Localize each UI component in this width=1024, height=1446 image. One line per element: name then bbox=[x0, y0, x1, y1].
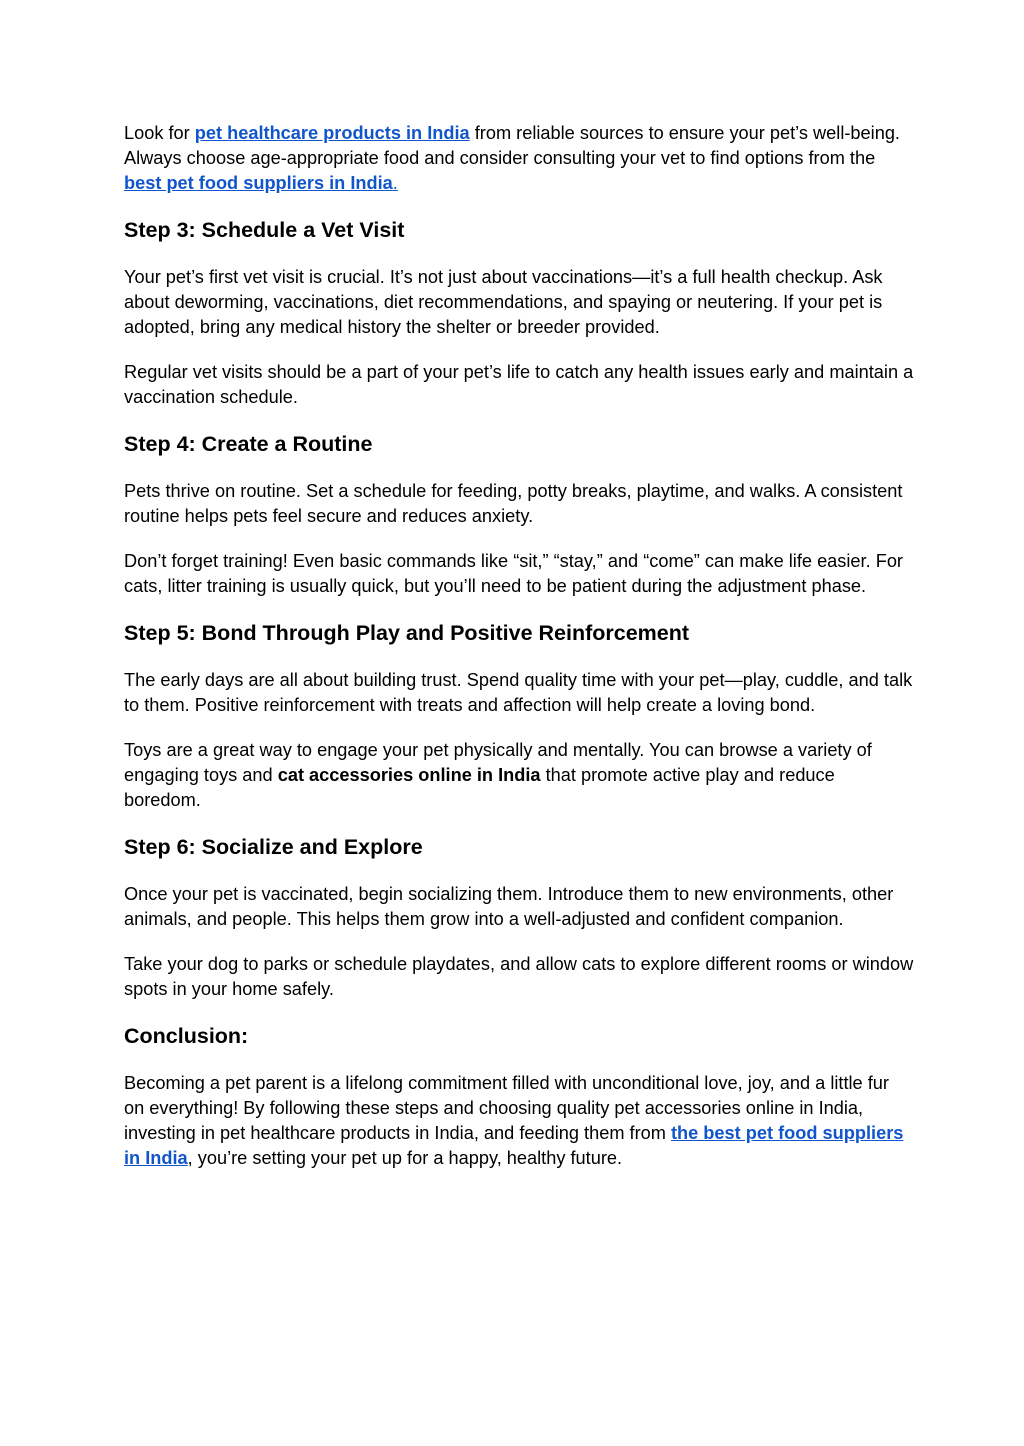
step4-paragraph-1: Pets thrive on routine. Set a schedule for feeding, potty breaks, playtime, and walks. A consistent routine helps pets feel secure and reduces anxiety. bbox=[124, 481, 903, 526]
step5-p2-text-a: Toys are a great way to engage your pet physically and mentally. You can browse a variety of engaging toys and bbox=[124, 740, 872, 785]
step5-paragraph-2 bbox=[124, 738, 914, 813]
step3-paragraph-1: Your pet’s first vet visit is crucial. It’s not just about vaccinations—it’s a full health checkup. Ask about deworming, vaccinations, diet recommendations, and spaying or neutering. If your pet is adopted, bring any medical history the shelter or breeder provided. bbox=[124, 267, 883, 337]
step4-heading: Step 4: Create a Routine bbox=[124, 432, 373, 456]
conclusion-heading: Conclusion: bbox=[124, 1024, 249, 1048]
intro-paragraph bbox=[124, 121, 914, 196]
conclusion-text-2: , you’re setting your pet up for a happy, healthy future. bbox=[187, 1148, 623, 1168]
step3-paragraph-2: Regular vet visits should be a part of your pet’s life to catch any health issues early and maintain a vaccination schedule. bbox=[124, 362, 914, 407]
document-page bbox=[124, 121, 914, 1191]
step5-paragraph-1: The early days are all about building trust. Spend quality time with your pet—play, cuddle, and talk to them. Positive reinforcement with treats and affection will help create a loving bond. bbox=[124, 670, 913, 715]
step3-heading: Step 3: Schedule a Vet Visit bbox=[124, 218, 405, 242]
intro-text-2: from reliable sources to ensure your pet’s well-being. Always choose age-appropriate food and consider consulting your vet to find options from the bbox=[124, 123, 900, 168]
conclusion-text-1: Becoming a pet parent is a lifelong commitment filled with unconditional love, joy, and a little fur on everything! By following these steps and choosing quality pet accessories online in India, investing in pet healthcare products in India, and feeding them from bbox=[124, 1073, 889, 1143]
best-pet-food-suppliers-conclusion-link[interactable]: the best pet food suppliers in India bbox=[124, 1123, 904, 1168]
step6-paragraph-2: Take your dog to parks or schedule playdates, and allow cats to explore different rooms or window spots in your home safely. bbox=[124, 954, 914, 999]
step5-heading: Step 5: Bond Through Play and Positive Reinforcement bbox=[124, 621, 690, 645]
best-pet-food-suppliers-link[interactable]: best pet food suppliers in India bbox=[124, 173, 393, 193]
best-pet-food-suppliers-link-period[interactable]: . bbox=[392, 173, 398, 193]
pet-healthcare-products-link[interactable]: pet healthcare products in India bbox=[194, 123, 470, 143]
conclusion-paragraph bbox=[124, 1071, 914, 1171]
step6-heading: Step 6: Socialize and Explore bbox=[124, 835, 423, 859]
cat-accessories-bold-text: cat accessories online in India bbox=[277, 765, 541, 785]
intro-text-1: Look for bbox=[124, 123, 195, 143]
step6-paragraph-1: Once your pet is vaccinated, begin socializing them. Introduce them to new environments, other animals, and people. This helps them grow into a well-adjusted and confident companion. bbox=[124, 884, 894, 929]
step4-paragraph-2: Don’t forget training! Even basic commands like “sit,” “stay,” and “come” can make life easier. For cats, litter training is usually quick, but you’ll need to be patient during the adjustment phase. bbox=[124, 551, 903, 596]
step5-p2-text-b: that promote active play and reduce boredom. bbox=[124, 765, 835, 810]
